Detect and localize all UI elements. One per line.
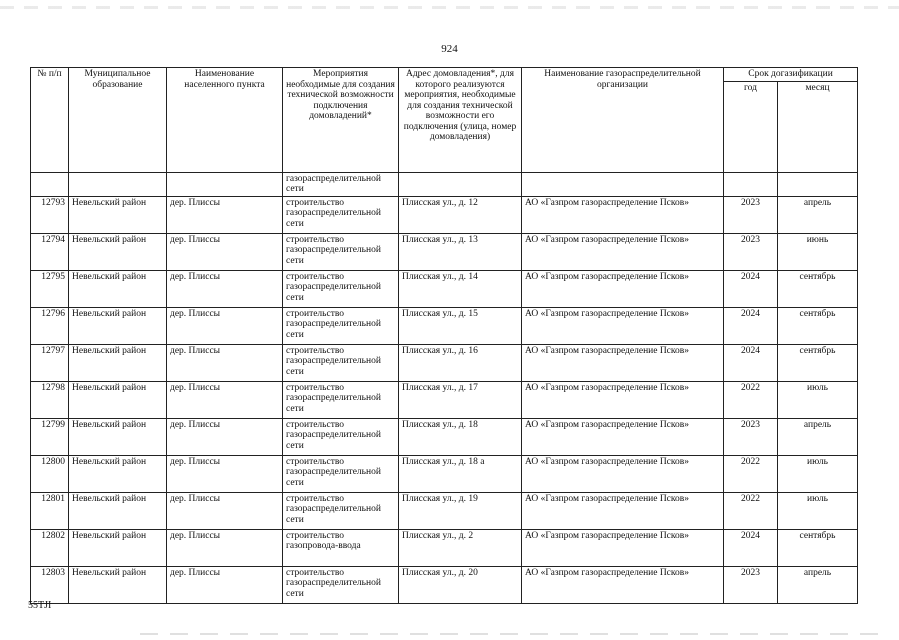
header-measures: Мероприятия необходимые для создания технической возможности подключения домовладений* <box>283 68 399 173</box>
cell-municipality: Невельский район <box>69 270 167 307</box>
cell-org: АО «Газпром газораспределение Псков» <box>522 270 724 307</box>
cell-municipality: Невельский район <box>69 455 167 492</box>
cell-measures: строительство газораспределительной сети <box>283 344 399 381</box>
cell-address: Плисская ул., д. 2 <box>399 529 522 566</box>
footer-code: 55TJI <box>28 600 52 611</box>
cell-address: Плисская ул., д. 18 <box>399 418 522 455</box>
cell-settlement: дер. Плиссы <box>167 381 283 418</box>
cell-measures: строительство газораспределительной сети <box>283 307 399 344</box>
cell-municipality: Невельский район <box>69 418 167 455</box>
cell-address: Плисская ул., д. 16 <box>399 344 522 381</box>
cell-month: апрель <box>778 566 858 603</box>
cell-measures: строительство газораспределительной сети <box>283 196 399 233</box>
cell-num: 12794 <box>31 233 69 270</box>
header-settlement: Наименование населенного пункта <box>167 68 283 173</box>
cell-num: 12799 <box>31 418 69 455</box>
cell-year: 2024 <box>724 307 778 344</box>
gasification-table <box>30 67 858 604</box>
cell-month: сентябрь <box>778 307 858 344</box>
cell-settlement: дер. Плиссы <box>167 307 283 344</box>
header-municipality: Муниципальное образование <box>69 68 167 173</box>
table-row <box>31 566 858 603</box>
cell-municipality: Невельский район <box>69 529 167 566</box>
cell-month: июнь <box>778 233 858 270</box>
cell-address: Плисская ул., д. 20 <box>399 566 522 603</box>
cell-address: Плисская ул., д. 18 а <box>399 455 522 492</box>
table-row <box>31 492 858 529</box>
cell-year: 2022 <box>724 492 778 529</box>
cell-measures: строительство газораспределительной сети <box>283 492 399 529</box>
cell-org: АО «Газпром газораспределение Псков» <box>522 196 724 233</box>
cell-address: Плисская ул., д. 14 <box>399 270 522 307</box>
cell-measures: строительство газораспределительной сети <box>283 455 399 492</box>
cell-municipality: Невельский район <box>69 381 167 418</box>
header-year: год <box>724 81 778 172</box>
table-row <box>31 196 858 233</box>
header-address: Адрес домовладения*, для которого реализуются мероприятия, необходимые для создания технической возможности его подключения (улица, номер домовладения) <box>399 68 522 173</box>
table-row <box>31 418 858 455</box>
cell-municipality: Невельский район <box>69 307 167 344</box>
cell-settlement: дер. Плиссы <box>167 233 283 270</box>
continuation-cell: газораспределительной сети <box>283 172 399 196</box>
cell-settlement: дер. Плиссы <box>167 270 283 307</box>
cell-month: сентябрь <box>778 270 858 307</box>
cell-municipality: Невельский район <box>69 566 167 603</box>
header-org: Наименование газораспределительной организации <box>522 68 724 173</box>
table-row <box>31 529 858 566</box>
cell-org: АО «Газпром газораспределение Псков» <box>522 566 724 603</box>
table-body <box>31 172 858 603</box>
cell-municipality: Невельский район <box>69 233 167 270</box>
table-row <box>31 344 858 381</box>
cell-year: 2024 <box>724 344 778 381</box>
table-row <box>31 455 858 492</box>
header-term: Срок догазификации <box>724 68 858 82</box>
table-row <box>31 270 858 307</box>
cell-num: 12802 <box>31 529 69 566</box>
cell-year: 2024 <box>724 529 778 566</box>
cell-year: 2023 <box>724 233 778 270</box>
cell-address: Плисская ул., д. 15 <box>399 307 522 344</box>
cell-org: АО «Газпром газораспределение Псков» <box>522 344 724 381</box>
cell-municipality: Невельский район <box>69 492 167 529</box>
cell-num: 12795 <box>31 270 69 307</box>
cell-measures: строительство газораспределительной сети <box>283 233 399 270</box>
cell-month: июль <box>778 381 858 418</box>
cell-settlement: дер. Плиссы <box>167 344 283 381</box>
cell-num: 12798 <box>31 381 69 418</box>
cell-num: 12797 <box>31 344 69 381</box>
cell-org: АО «Газпром газораспределение Псков» <box>522 492 724 529</box>
scan-artifact-top <box>0 6 899 9</box>
header-num: № п/п <box>31 68 69 173</box>
cell-municipality: Невельский район <box>69 196 167 233</box>
header-month: месяц <box>778 81 858 172</box>
cell-month: июль <box>778 455 858 492</box>
cell-num: 12796 <box>31 307 69 344</box>
cell-num: 12803 <box>31 566 69 603</box>
table-row <box>31 233 858 270</box>
cell-month: апрель <box>778 196 858 233</box>
header-row-1 <box>31 68 858 82</box>
cell-org: АО «Газпром газораспределение Псков» <box>522 233 724 270</box>
table-row <box>31 381 858 418</box>
cell-measures: строительство газораспределительной сети <box>283 566 399 603</box>
page-number: 924 <box>441 43 458 55</box>
cell-year: 2024 <box>724 270 778 307</box>
cell-settlement: дер. Плиссы <box>167 492 283 529</box>
cell-settlement: дер. Плиссы <box>167 566 283 603</box>
cell-org: АО «Газпром газораспределение Псков» <box>522 455 724 492</box>
cell-measures: строительство газораспределительной сети <box>283 418 399 455</box>
cell-year: 2022 <box>724 455 778 492</box>
cell-settlement: дер. Плиссы <box>167 529 283 566</box>
cell-address: Плисская ул., д. 12 <box>399 196 522 233</box>
cell-num: 12800 <box>31 455 69 492</box>
cell-address: Плисская ул., д. 13 <box>399 233 522 270</box>
cell-settlement: дер. Плиссы <box>167 455 283 492</box>
cell-year: 2022 <box>724 381 778 418</box>
cell-month: июль <box>778 492 858 529</box>
cell-year: 2023 <box>724 196 778 233</box>
cell-year: 2023 <box>724 566 778 603</box>
continuation-row <box>31 172 858 196</box>
scan-artifact-bottom <box>140 633 880 635</box>
cell-org: АО «Газпром газораспределение Псков» <box>522 381 724 418</box>
cell-org: АО «Газпром газораспределение Псков» <box>522 529 724 566</box>
cell-num: 12793 <box>31 196 69 233</box>
cell-org: АО «Газпром газораспределение Псков» <box>522 418 724 455</box>
cell-address: Плисская ул., д. 19 <box>399 492 522 529</box>
cell-measures: строительство газораспределительной сети <box>283 270 399 307</box>
cell-municipality: Невельский район <box>69 344 167 381</box>
cell-month: апрель <box>778 418 858 455</box>
cell-address: Плисская ул., д. 17 <box>399 381 522 418</box>
cell-measures: строительство газораспределительной сети <box>283 381 399 418</box>
cell-year: 2023 <box>724 418 778 455</box>
cell-settlement: дер. Плиссы <box>167 196 283 233</box>
cell-settlement: дер. Плиссы <box>167 418 283 455</box>
cell-measures: строительство газопровода-ввода <box>283 529 399 566</box>
table-row <box>31 307 858 344</box>
cell-month: сентябрь <box>778 529 858 566</box>
cell-month: сентябрь <box>778 344 858 381</box>
cell-org: АО «Газпром газораспределение Псков» <box>522 307 724 344</box>
cell-num: 12801 <box>31 492 69 529</box>
